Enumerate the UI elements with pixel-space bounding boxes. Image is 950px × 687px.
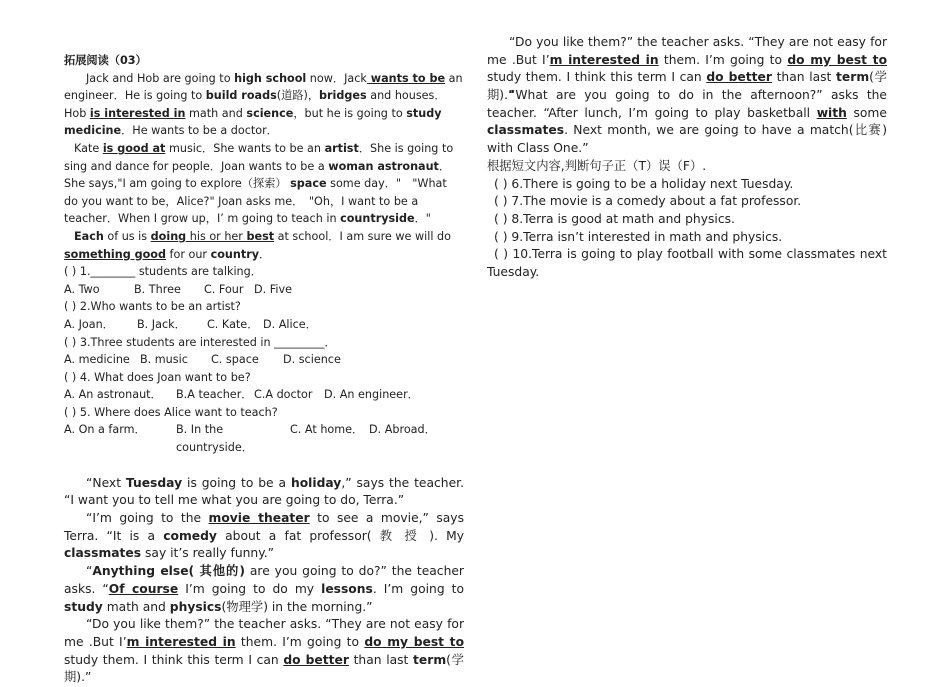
question-3-options <box>64 351 464 369</box>
passage-two-continued <box>487 34 887 282</box>
option: C. Four <box>204 282 244 296</box>
passage2-paragraph-3: “Anything else( 其他的) are you going to do?” the teacher asks. “Of course I’m going to do my lessons. I’m going to study math and physics(物理学) in the morning.” <box>64 564 464 614</box>
question-5-options <box>64 421 464 456</box>
passage1-paragraph-1: Jack and Hob are going to high school now．Jack wants to be an engineer．He is going to build roads(道路)，bridges and houses．Hob is interested in math and science，but he is going to study medicine．He wants to be a doctor． <box>64 71 463 138</box>
question-list-1 <box>64 263 464 457</box>
left-column <box>64 52 465 685</box>
question-2-options <box>64 316 464 334</box>
question-4-stem: ( ) 4. What does Joan want to be? <box>64 370 251 384</box>
question-10: ( ) 10.Terra is going to play football with some classmates next Tuesday. <box>487 247 887 280</box>
question-1-options <box>64 281 464 299</box>
option: D. Five <box>254 282 292 296</box>
passage1-paragraph-2: Kate is good at music．She wants to be an artist．She is going to sing and dance for people．Joan wants to be a woman astronaut．She says,"I am going to explore（探索） space some day．" "What do you want to be，Alice?" Joan asks me． "Oh，I want to be a teacher．When I grow up，I’ m going to teach in countryside．" <box>64 141 454 226</box>
passage2-paragraph-4: “Do you like them?” the teacher asks. “They are not easy for me .But I’m interested in them. I’m going to do my best to study them. I think this term I can do better than last term(学期).” <box>64 617 465 685</box>
option: D. science <box>283 353 341 367</box>
question-list-2 <box>487 176 887 282</box>
option: B. Jack． <box>137 317 186 331</box>
option: B.A teacher． <box>176 388 253 402</box>
question-7: ( ) 7.The movie is a comedy about a fat professor. <box>494 194 802 209</box>
section-title: 拓展阅读（03） <box>64 54 147 67</box>
passage1-paragraph-3: Each of us is doing his or her best at school．I am sure we will do something good for our country． <box>64 229 451 261</box>
passage2-paragraph-2: “I’m going to the movie theater to see a movie,” says Terra. “It is a comedy about a fat professor( 教 授 ). My classmates say it’s really funny.” <box>64 511 465 561</box>
option: A. An astronaut． <box>64 388 162 402</box>
option: B. Three <box>134 282 181 296</box>
passage-two-start <box>64 475 465 685</box>
question-2-stem: ( ) 2.Who wants to be an artist? <box>64 300 241 314</box>
question-8: ( ) 8.Terra is good at math and physics. <box>494 211 735 226</box>
passage2-paragraph-4-continued: “Do you like them?” the teacher asks. “They are not easy for me .But I’m interested in them. I’m going to do my best to study them. I think this term I can do better than last term(学期).” <box>487 35 888 103</box>
passage2-paragraph-5: “What are you going to do in the afternoon?” asks the teacher. “After lunch, I’m going to play basketball with some classmates. Next month, we are going to have a match(比赛) with Class One.” <box>487 88 887 156</box>
option: C. At home． <box>290 423 364 437</box>
passage2-paragraph-1: “Next Tuesday is going to be a holiday,” says the teacher. “I want you to tell me what you are going to do, Terra.” <box>64 475 464 508</box>
option: C. Kate． <box>207 317 259 331</box>
question-6: ( ) 6.There is going to be a holiday next Tuesday. <box>494 176 794 191</box>
true-false-instruction: 根据短文内容,判断句子正（T）误（F）. <box>487 158 707 173</box>
question-4-options <box>64 386 464 404</box>
option: B. In the countryside． <box>176 423 253 455</box>
question-9: ( ) 9.Terra isn’t interested in math and physics. <box>494 229 783 244</box>
option: C. space <box>211 353 259 367</box>
option: A. Joan． <box>64 317 114 331</box>
question-3-stem: ( ) 3.Three students are interested in _________． <box>64 335 336 349</box>
option: A. medicine <box>64 353 130 367</box>
passage-one <box>64 52 464 457</box>
option: D. Alice． <box>263 317 317 331</box>
option: C.A doctor <box>254 388 313 402</box>
option: A. Two <box>64 282 100 296</box>
option: D. Abroad． <box>369 423 436 437</box>
option: D. An engineer． <box>324 388 419 402</box>
question-1-stem: ( ) 1.________ students are talking． <box>64 265 262 279</box>
option: B. music <box>140 353 188 367</box>
right-column <box>487 35 888 282</box>
option: A. On a farm． <box>64 423 146 437</box>
question-5-stem: ( ) 5. Where does Alice want to teach? <box>64 405 278 419</box>
